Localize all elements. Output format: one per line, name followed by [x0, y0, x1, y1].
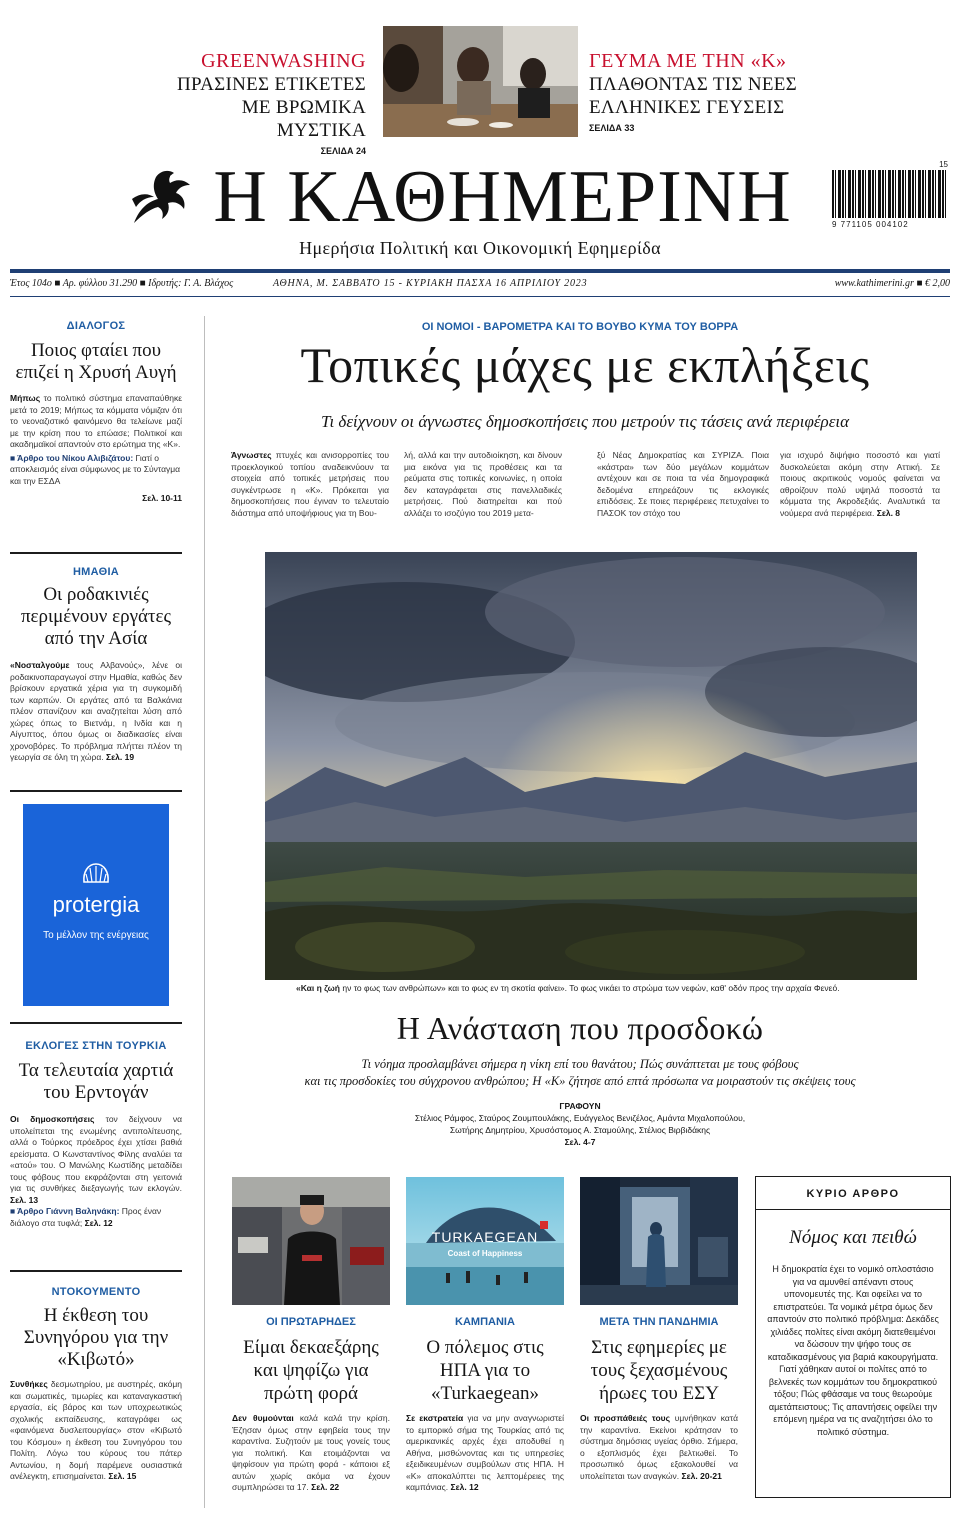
hospital-headline: Στις εφημερίες με τους ξεχασμένους ήρωες του ΕΣΥ: [590, 1337, 728, 1404]
turkey-byline-block: [10, 1206, 182, 1229]
anastasi-headline[interactable]: Η Ανάσταση που προσδοκώ: [396, 1010, 764, 1046]
dateline-left: Έτος 104ο ■ Αρ. φύλλου 31.290 ■ Ιδρυτής: Γ. Α. Βλάχος: [10, 278, 234, 289]
editorial-headline: Νόμος και πειθώ: [789, 1227, 917, 1248]
turkaegean-lead: Σε εκστρατεία: [406, 1413, 464, 1423]
turkaegean-text: για να μην αναγνωριστεί το εμπορικό σήμα της Τουρκίας από τις αμερικανικές αρχές έχει αποδυθεί η Αθήνα, μισθώνοντας και τις υπηρεσίες εξειδικευμένων συμβούλων στις ΗΠΑ. Η «Κ» αποκαλύπτει τις λεπτομέρειες της καμπάνιας.: [406, 1413, 564, 1492]
dateline-rule-top: [10, 269, 950, 273]
promo-left-line1: ΠΡΑΣΙΝΕΣ ΕΤΙΚΕΤΕΣ: [176, 74, 366, 95]
turkaegean-page: Σελ. 12: [450, 1482, 479, 1492]
promo-left-page: ΣΕΛΙΔΑ 24: [320, 146, 366, 156]
story-document[interactable]: [10, 1286, 182, 1483]
imathia-lead: «Νοσταλγούμε: [10, 660, 70, 670]
dialogos-byline-text: Γιατί ο αποκλεισμός είναι σύμφωνος με το Σύνταγμα και την ΕΣΔΑ: [10, 452, 181, 486]
teen-text: καλά καλά την κρίση. Έζησαν όμως στην εφηβεία τους την καραντίνα. Συζητούν με τους γονείς τους για πολιτική. Και ετοιμάζονται να ψηφίσουν για πρώτη φορά - κάποιοι εξ αυτών χωρίς ακόμα να έχουν συμπληρώσει τα 17.: [232, 1413, 390, 1492]
hospital-page: Σελ. 20-21: [681, 1470, 722, 1481]
masthead-title: Η ΚΑΘΗΜΕΡΙΝΗ: [213, 156, 792, 238]
story-turkaegean[interactable]: [406, 1316, 564, 1494]
dialogos-text: το πολιτικό σύστημα επαναπαύθηκε μετά το 2019; Μήπως τα κόμματα νόμιζαν ότι το νεοναζιστικό φαινόμενο θα τελείωνε μαζί με την κρίση που το επώασε; Πολιτικοί και ακαδημαϊκοί απαντούν στο ερώτημα της «Κ».: [10, 393, 182, 449]
dialogos-byline-block: [10, 453, 182, 488]
dialogos-headline: Ποιος φταίει που επιζεί η Χρυσή Αυγή: [15, 340, 177, 383]
imathia-text: τους Αλβανούς», λένε οι ροδακινοπαραγωγοί στην Ημαθία, καθώς δεν βρίσκουν εργατικά χέρια για τη συγκομιδή των καρπών. Οι εργάτες από τα Βαλκάνια πλέον σπανίζουν και αναζητείται λύση από χώρες όπως το Βιετνάμ, η Ινδία και η Αίγυπτος, όπου όμως οι διαδικασίες είναι χρονοβόρες. Το πρόβλημα πλήττει πλέον τη γεωργία σε όλη τη χώρα.: [10, 660, 182, 762]
barcode-bars: [832, 170, 946, 218]
turkaegean-body: [406, 1413, 564, 1494]
story-dialogos[interactable]: [10, 320, 182, 503]
promo-right[interactable]: [589, 50, 809, 133]
story-imathia[interactable]: [10, 566, 182, 764]
turkey-kicker: ΕΚΛΟΓΕΣ ΣΤΗΝ ΤΟΥΡΚΙΑ: [25, 1040, 167, 1052]
story-hospital[interactable]: [580, 1316, 738, 1482]
main-deck: Τι δείχνουν οι άγνωστες δημοσκοπήσεις που μετρούν τις τάσεις ανά περιφέρεια: [320, 412, 850, 431]
ad-brand: protergia: [52, 892, 140, 917]
main-kicker: ΟΙ ΝΟΜΟΙ - ΒΑΡΟΜΕΤΡΑ ΚΑΙ ΤΟ ΒΟΥΒΟ ΚΥΜΑ ΤΟΥ ΒΟΡΡΑ: [421, 321, 739, 333]
turkey-body: [10, 1114, 182, 1206]
turkey-lead: Οι δημοσκοπήσεις: [10, 1114, 95, 1124]
turkaegean-headline: Ο πόλεμος στις ΗΠΑ για το «Turkaegean»: [426, 1337, 544, 1404]
anastasi-writers-kicker: ΓΡΑΦΟΥΝ: [559, 1101, 601, 1111]
teen-page: Σελ. 22: [311, 1482, 340, 1492]
anastasi-writers: [220, 1112, 940, 1148]
feneos-landscape-image: [265, 552, 917, 980]
anastasi-deck-line2: και τις προσδοκίες του σύγχρονου ανθρώπου; Η «Κ» ζήτησε από επτά πρόσωπα να μοιραστούν τις σκέψεις τους: [304, 1074, 856, 1088]
document-headline: Η έκθεση του Συνηγόρου για την «Κιβωτό»: [23, 1305, 169, 1370]
turkaegean-tag: Coast of Happiness: [447, 1249, 523, 1258]
promo-right-line2: ΕΛΛΗΝΙΚΕΣ ΓΕΥΣΕΙΣ: [589, 97, 785, 118]
editorial-box[interactable]: [755, 1176, 951, 1498]
main-col-1-text: πτυχές και ανισορροπίες του προεκλογικού τοπίου αναδεικνύουν τα στοιχεία από τοπικές μετρήσεις που συγκέντρωσε η «Κ». Πρόκειται για δημοσκοπήσεις που έγιναν το τελευταίο διάστημα από υποψήφιους για τη Βου-: [231, 450, 389, 518]
promo-left[interactable]: [150, 50, 366, 156]
barcode-issue: 15: [939, 160, 948, 169]
dialogos-body: [10, 393, 182, 451]
main-col-4-text: για ισχυρό διψήφιο ποσοστό και γιατί δυσκολεύεται ακόμη στην Αττική. Σε ποιους ακριτικούς νομούς φαίνεται να αθροίζουν πολύ υψηλά ποσοστά τα κόμματα της Ακροδεξιάς. Αναλυτικά τα νούμερα ανά περιφέρεια.: [780, 450, 940, 518]
photo-caption: [296, 983, 916, 993]
dialogos-lead: Μήπως: [10, 393, 41, 403]
hospital-image: [580, 1177, 738, 1305]
promo-right-page: ΣΕΛΙΔΑ 33: [589, 123, 635, 133]
turkaegean-logo: TURKAEGEAN: [431, 1229, 539, 1245]
photo-caption-text: ην το φως των ανθρώπων» και το φως εν τη σκοτία φαίνει». Το φως νικάει το στρώμα των νεφών, καθ' οδόν προς την αρχαία Φενεό.: [342, 983, 840, 993]
dialogos-page: Σελ. 10-11: [142, 493, 182, 503]
turkey-text: τον δείχνουν να υπολείπεται της ενωμένης αντιπολίτευσης, αλλά ο Τούρκος πρόεδρος έχει χτίσει βαθιά ερείσματα. Ο Κωνσταντίνος Φίλης αναλύει τα «ατού» του. Ο Μανώλης Κωστίδης μεταδίδει τους φόβους που εκφράζονται στη γειτονιά για τις συνθήκες διεξαγωγής των εκλογών.: [10, 1114, 182, 1193]
anastasi-page: Σελ. 4-7: [564, 1137, 596, 1147]
imathia-headline: Οι ροδακινιές περιμένουν εργάτες από την Ασία: [20, 584, 172, 649]
hospital-text: υμνήθηκαν κατά την καραντίνα. Εκείνοι κράτησαν το σύστημα δημόσιας υγείας όρθιο. Σήμερα, ο εξοπλισμός έχει βελτιωθεί. Το προσωπικό όμως εξακολουθεί να υπολείπεται των αναγκών.: [580, 1413, 738, 1481]
left-separator-2: [10, 790, 182, 792]
main-headline[interactable]: Τοπικές μάχες με εκπλήξεις: [300, 337, 870, 393]
main-col-1-lead: Άγνωστες: [231, 450, 272, 460]
document-body: [10, 1379, 182, 1483]
editorial-kicker: ΚΥΡΙΟ ΑΡΘΡΟ: [806, 1188, 900, 1200]
left-separator-3: [10, 1022, 182, 1024]
photo-turkaegean[interactable]: [406, 1177, 564, 1305]
promo-photo-lunch[interactable]: [383, 26, 578, 137]
imathia-body: [10, 660, 182, 764]
masthead-subtitle: Ημερήσια Πολιτική και Οικονομική Εφημερίδα: [299, 238, 661, 258]
dateline-center: ΑΘΗΝΑ, Μ. ΣΑΒΒΑΤΟ 15 - ΚΥΡΙΑΚΗ ΠΑΣΧΑ 16 ΑΠΡΙΛΙΟΥ 2023: [273, 278, 588, 289]
teen-kicker: ΟΙ ΠΡΩΤΑΡΗΔΕΣ: [266, 1316, 356, 1328]
main-col-1: [231, 450, 389, 519]
document-kicker: ΝΤΟΚΟΥΜΕΝΤΟ: [51, 1286, 141, 1298]
main-col-2: λή, αλλά και την αυτοδιοίκηση, και δίνουν μια εικόνα για τις προθέσεις και τα ρεύματα στις τοπικές κοινωνίες, η οποία δεν καταγράφεται στις πανελλαδικές μετρήσεις. Πού διατηρείται και πού αλλάζει το ισοζύγιο του 2019 μετα-: [404, 450, 562, 518]
promo-right-kicker: ΓΕΥΜΑ ΜΕ ΤΗΝ «Κ»: [589, 50, 787, 72]
teen-headline: Είμαι δεκαεξάρης και ψηφίζω για πρώτη φορά: [243, 1337, 379, 1404]
imathia-page: Σελ. 19: [106, 752, 135, 762]
story-turkey-elections[interactable]: [10, 1040, 182, 1229]
promo-right-line1: ΠΛΑΘΟΝΤΑΣ ΤΙΣ ΝΕΕΣ: [589, 74, 798, 95]
main-col-3: ξύ Νέας Δημοκρατίας και ΣΥΡΙΖΑ. Ποια «κάστρα» των δύο μεγάλων κομμάτων αντέχουν και σε ποια τα νέα δημογραφικά δεδομένα επηρεάζουν τις εκλογικές επιδόσεις. Σε ποιες περιφέρειες πετυχαίνει το ΠΑΣΟΚ τον στόχο του: [597, 450, 769, 518]
turkaegean-kicker: ΚΑΜΠΑΝΙΑ: [455, 1316, 515, 1328]
teen-voter-image: [232, 1177, 390, 1305]
dateline-rule-bottom: [10, 296, 950, 297]
left-separator-4: [10, 1270, 182, 1272]
document-text: δεσμωτηρίου, με αυστηρές, ακόμη και σωματικές, τιμωρίες και καταναγκαστική εργασία, είς βάρος και των υποχρεωτικώς σχολικής εκπαίδευσης, καταγράφει ως «φαινόμενα δυσλειτουργίας» στον «Κιβωτό του Κόσμου» η έκθεση του Συνηγόρου του Πολίτη. Λόγω του κύρους του πάτερ Αντωνίου, η δομή παρέμενε ουσιαστικά ανέλεγκτη, επισημαίνεται.: [10, 1379, 182, 1481]
editorial-kicker-rule: [756, 1209, 950, 1210]
promo-left-kicker: GREENWASHING: [201, 50, 366, 72]
barcode-number: 9 771105 004102: [832, 220, 909, 229]
barcode: [828, 162, 950, 232]
hospital-kicker: ΜΕΤΑ ΤΗΝ ΠΑΝΔΗΜΙΑ: [599, 1316, 719, 1328]
lunch-photo-image: [383, 26, 578, 137]
main-col-4-page: Σελ. 8: [876, 507, 901, 518]
ad-tagline: Το μέλλον της ενέργειας: [43, 930, 149, 941]
main-photo-feneos[interactable]: [265, 552, 917, 980]
story-teen-voters[interactable]: [232, 1316, 390, 1494]
turkey-byline: ■ Άρθρο Γιάννη Βαληνάκη:: [10, 1206, 120, 1216]
photo-teen-voter[interactable]: [232, 1177, 390, 1305]
editorial-body: Η δημοκρατία έχει το νομικό οπλοστάσιο για να αμυνθεί απέναντι στους υπονομευτές της. Και οφείλει να το επιστρατεύει. Τα νομικά μέτρα όμως δεν απαντούν στο πολιτικό πρόβλημα: Δεκάδες χιλιάδες πολίτες είναι ακόμη διατεθειμένοι να δώσουν την ψήφο τους σε καταδικασμένους για βαριά κακουργήματα. Γιατί χάθηκαν αυτοί οι πολίτες από το βελνεκές των κομμάτων του δημοκρατικού τόξου; Πώς φθάσαμε να τους θεωρούμε αμετάπειστους; Τις απαντήσεις οφείλει την επόμενη ημέρα να τις αναζητήσει όλο το πολιτικό σύστημα.: [767, 1264, 939, 1437]
dialogos-kicker: ΔΙΑΛΟΓΟΣ: [66, 320, 126, 332]
turkey-page: Σελ. 13: [10, 1194, 39, 1205]
turkey-page2: Σελ. 12: [84, 1217, 113, 1228]
griffin-logo-icon: [126, 163, 198, 229]
imathia-kicker: ΗΜΑΘΙΑ: [72, 566, 120, 578]
teen-body: [232, 1413, 390, 1494]
teen-lead: Δεν θυμούνται: [232, 1413, 294, 1423]
main-col-4: [780, 450, 940, 519]
hospital-lead: Οι προσπάθειές τους: [580, 1413, 671, 1423]
column-divider: [204, 316, 205, 1508]
anastasi-writers-line2: Σωτήρης Δημητρίου, Χρυσόστομος Α. Σταμούλης, Στέλιος Βιρβιδάκης: [449, 1125, 711, 1135]
document-lead: Συνθήκες: [10, 1379, 48, 1389]
protergia-ad[interactable]: [23, 804, 169, 1006]
anastasi-writers-line1: Στέλιος Ράμφος, Σταύρος Ζουμπουλάκης, Ευάγγελος Βενιζέλος, Αμάντα Μιχαλοπούλου,: [414, 1113, 746, 1123]
dateline: [10, 278, 950, 292]
promo-left-line2: ΜΕ ΒΡΩΜΙΚΑ ΜΥΣΤΙΚΑ: [241, 97, 366, 141]
turkey-headline: Τα τελευταία χαρτιά του Ερντογάν: [18, 1060, 174, 1103]
anastasi-deck: [220, 1056, 940, 1090]
dateline-right: www.kathimerini.gr ■ € 2,00: [834, 278, 950, 289]
left-separator-1: [10, 552, 182, 554]
hospital-body: [580, 1413, 738, 1482]
dialogos-byline: ■ Άρθρο του Νίκου Αλιβιζάτου:: [10, 452, 134, 463]
photo-hospital-corridor[interactable]: [580, 1177, 738, 1305]
turkey-byline-text: Προς έναν διάλογο στα τυφλά;: [10, 1206, 162, 1228]
document-page: Σελ. 15: [108, 1471, 137, 1481]
anastasi-deck-line1: Τι νόημα προσλαμβάνει σήμερα η νίκη επί του θανάτου; Πώς συνάπτεται με τους φόβους: [361, 1057, 799, 1071]
photo-caption-lead: «Και η ζωή: [296, 983, 340, 993]
shell-icon: [81, 862, 111, 888]
